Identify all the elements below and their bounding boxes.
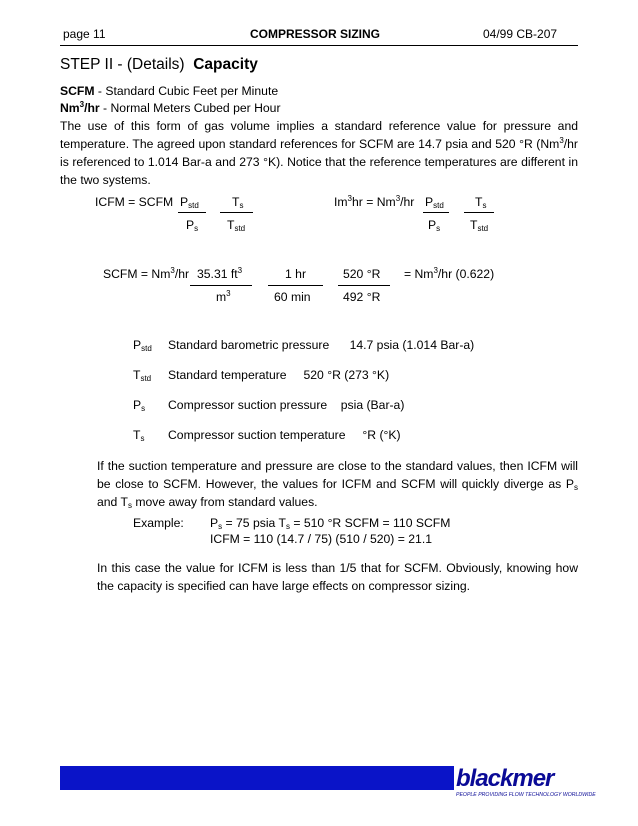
page-number: page 11 (63, 27, 106, 41)
footer-bar (60, 766, 454, 790)
legend-symbol: $T_s$ (133, 428, 145, 443)
im3-t-s: $T_s$ (475, 195, 487, 210)
conclusion-paragraph: In this case the value for ICFM is less than 1/5 that for SCFM. Obviously, knowing how the capacity is specified can have large effects on compressor sizing. (97, 561, 578, 593)
fraction-bar (268, 285, 323, 286)
brand-name: blackmer (456, 765, 554, 792)
im3-formula-lhs: $Im^3hr = Nm^3/hr$ (334, 194, 415, 209)
icfm-p-std: $P_{std}$ (180, 195, 199, 210)
example-line-2: ICFM = 110 (14.7 / 75) (510 / 520) = 21.1 (210, 532, 432, 546)
fraction-bar (464, 212, 494, 213)
fraction-bar (220, 212, 253, 213)
blackmer-logo-graphic (454, 760, 596, 800)
ft3-numerator: 35.31 $ft^3$ (197, 266, 243, 281)
r-numerator: 520 °R (343, 267, 381, 281)
r-denominator: 492 °R (343, 290, 381, 304)
example-line-1: $P_s = 75$ psia $T_s = 510$ °R SCFM = 110 SCFM (210, 516, 451, 531)
example-label: Example: (133, 516, 184, 530)
section-heading: STEP II - (Details) Capacity (60, 56, 258, 73)
legend-symbol: $P_{std}$ (133, 338, 152, 353)
m3-denominator: $m^3$ (216, 289, 231, 304)
im3-p-s: $P_s$ (428, 218, 441, 233)
hr-numerator: 1 hr (285, 267, 307, 281)
date-code: 04/99 CB-207 (483, 27, 558, 41)
legend-description: Standard temperature 520 °R (273 °K) (168, 368, 390, 382)
scfm-definition: SCFM - Standard Cubic Feet per Minute (60, 84, 279, 98)
brand-tagline: PEOPLE PROVIDING FLOW TECHNOLOGY WORLDWIDE (456, 792, 596, 798)
fraction-bar (423, 212, 449, 213)
im3-p-std: $P_{std}$ (425, 195, 444, 210)
fraction-bar (338, 285, 390, 286)
blackmer-logo (454, 760, 596, 800)
icfm-t-s: $T_s$ (232, 195, 244, 210)
min-denominator: 60 min (274, 290, 311, 304)
legend-symbol: $T_{std}$ (133, 368, 152, 383)
nm3-definition: Nm$^3$/hr - Normal Meters Cubed per Hour (60, 100, 281, 115)
conversion-result: = $Nm^3/hr$ (0.622) (404, 266, 495, 281)
intro-paragraph: The use of this form of gas volume implies a standard reference value for pressure and temperature. The agreed upon standard references for SCFM are 14.7 psia and 520 °R (Nm$^3$/hr is referenced to 1.014 Bar-a and 273 °K). Notice that the reference temperatures are different in the two systems. (60, 119, 578, 187)
fraction-bar (178, 212, 206, 213)
icfm-t-std: $T_{std}$ (227, 218, 246, 233)
fraction-bar (190, 285, 252, 286)
icfm-formula-lhs: ICFM = SCFM (95, 195, 174, 209)
legend-description: Standard barometric pressure 14.7 psia (1.014 Bar-a) (168, 338, 475, 352)
legend-symbol: $P_s$ (133, 398, 146, 413)
legend-description: Compressor suction pressure psia (Bar-a) (168, 398, 405, 412)
suction-paragraph: If the suction temperature and pressure are close to the standard values, then ICFM will be close to SCFM. However, the values for ICFM and SCFM will quickly diverge as $P_s$ and $T_s$ move away from standard values. (97, 459, 578, 510)
scfm-conversion-lhs: SCFM = $Nm^3/hr$ (103, 266, 190, 281)
im3-t-std: $T_{std}$ (470, 218, 489, 233)
icfm-p-s: $P_s$ (186, 218, 199, 233)
page-header-title: COMPRESSOR SIZING (250, 27, 381, 41)
legend-description: Compressor suction temperature °R (°K) (168, 428, 401, 442)
header-rule (60, 45, 578, 46)
